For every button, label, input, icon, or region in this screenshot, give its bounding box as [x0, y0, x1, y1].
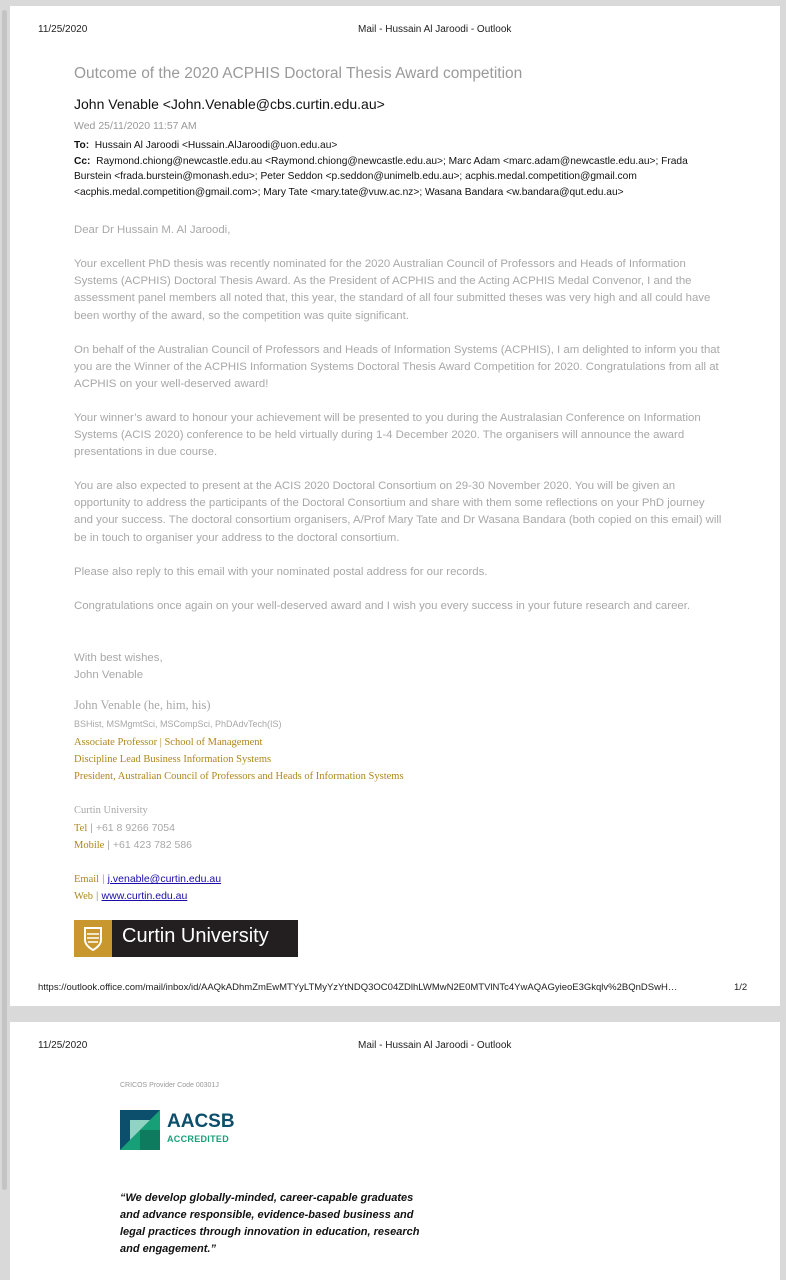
separator: |: [157, 737, 165, 748]
print-date: 11/25/2020: [38, 1040, 88, 1051]
tel-label: Tel: [74, 823, 88, 834]
role-school: School of Management: [164, 737, 263, 748]
logo-text: Curtin University: [122, 925, 269, 947]
email-label: Email: [74, 874, 100, 885]
signature-email: [74, 873, 221, 885]
email-subject: Outcome of the 2020 ACPHIS Doctoral Thesis Award competition: [74, 65, 523, 82]
aacsb-logo: [120, 1110, 240, 1152]
print-footer-url: https://outlook.office.com/mail/inbox/id/AAQkADhmZmEwMTYyLTMyYzYtNDQ3OC04ZDlhLWMwN2E0MTVlNTc4YwAQAGyieoE3Gkqlv%2BQnDSwH…: [38, 982, 678, 993]
web-link[interactable]: www.curtin.edu.au: [101, 890, 188, 902]
signature-mobile: [74, 839, 192, 851]
email-link[interactable]: j.venable@curtin.edu.au: [107, 873, 222, 885]
to-label: To:: [74, 140, 90, 151]
tel-value: +61 8 9266 7054: [95, 822, 175, 834]
separator: |: [99, 873, 108, 885]
signature-name: John Venable (he, him, his): [74, 698, 211, 712]
print-date: 11/25/2020: [38, 24, 88, 35]
cc-recipients[interactable]: Raymond.chiong@newcastle.edu.au <Raymond.chiong@newcastle.edu.au>; Marc Adam <marc.adam@newcastle.edu.au>; Frada Burstein <frada.burstein@monash.edu>; Peter Seddon <p.seddon@unimelb.edu.au>; acphis.medal.competition@gmail.com <acphis.medal.competition@gmail.com>; Mary Tate <mary.tate@vuw.ac.nz>; Wasana Bandara <w.bandara@qut.edu.au>: [74, 155, 688, 198]
role-title: Associate Professor: [74, 737, 158, 748]
signature-role-1: [74, 737, 262, 748]
curtin-logo: [74, 920, 298, 957]
mobile-value: +61 423 782 586: [112, 839, 193, 851]
aacsb-subtitle: ACCREDITED: [167, 1134, 230, 1144]
print-title: Mail - Hussain Al Jaroodi - Outlook: [358, 1040, 512, 1051]
closing-name: John Venable: [74, 669, 144, 681]
closing: With best wishes,: [74, 652, 163, 664]
recipients: [74, 138, 724, 200]
aacsb-title: AACSB: [167, 1111, 235, 1132]
email-sent-date: Wed 25/11/2020 11:57 AM: [74, 120, 197, 132]
separator: |: [87, 822, 96, 834]
crest-icon: [74, 920, 112, 957]
signature-qualifications: BSHist, MSMgmtSci, MSCompSci, PhDAdvTech(IS): [74, 719, 282, 729]
scrollbar[interactable]: [2, 10, 7, 1190]
to-line: [74, 138, 724, 154]
signature-tel: [74, 822, 175, 834]
print-title: Mail - Hussain Al Jaroodi - Outlook: [358, 24, 512, 35]
mission-quote: “We develop globally-minded, career-capable graduates and advance responsible, evidence-based business and legal practices through innovation in education, research and engagement.”: [120, 1192, 420, 1255]
cricos-code: CRICOS Provider Code 00301J: [120, 1082, 219, 1089]
greeting: Dear Dr Hussain M. Al Jaroodi,: [74, 224, 231, 236]
body-paragraph-5: Please also reply to this email with your nominated postal address for our records.: [74, 566, 488, 578]
signature-org: Curtin University: [74, 805, 148, 816]
signature-role-3: President, Australian Council of Professors and Heads of Information Systems: [74, 771, 404, 782]
mobile-label: Mobile: [74, 840, 105, 851]
body-paragraph-1: Your excellent PhD thesis was recently nominated for the 2020 Australian Council of Professors and Heads of Information Systems (ACPHIS) Doctoral Thesis Award. As the President of ACPHIS and the Acting ACPHIS Medal Convenor, I and the assessment panel members all noted that, this year, the standard of all four submitted theses was very high and all could have been worthy of the award, so the competition was quite significant.: [74, 258, 711, 322]
signature-role-2: Discipline Lead Business Information Systems: [74, 754, 272, 765]
body-paragraph-2: On behalf of the Australian Council of Professors and Heads of Information Systems (ACPHIS), I am delighted to inform you that you are the Winner of the ACPHIS Information Systems Doctoral Thesis Award Competition for 2020. Congratulations from all at ACPHIS on your well-deserved award!: [74, 344, 720, 391]
page-two: [10, 1022, 780, 1280]
cc-label: Cc:: [74, 155, 91, 167]
body-paragraph-4: You are also expected to present at the ACIS 2020 Doctoral Consortium on 29-30 November 2020. You will be given an opportunity to address the participants of the Doctoral Consortium and share with them some reflections on your PhD journey and your success. The doctoral consortium organisers, A/Prof Mary Tate and Dr Wasana Bandara (both copied on this email) will be in touch to organiser your address to the doctoral consortium.: [74, 480, 722, 544]
page-one: [10, 6, 780, 1006]
cc-line: [74, 154, 724, 201]
web-label: Web: [74, 891, 93, 902]
body-paragraph-3: Your winner’s award to honour your achievement will be presented to you during the Australasian Conference on Information Systems (ACIS 2020) conference to be held virtually during 1-4 December 2020. The organisers will announce the award presentations in due course.: [74, 412, 701, 459]
to-recipients[interactable]: Hussain Al Jaroodi <Hussain.AlJaroodi@uon.edu.au>: [94, 140, 338, 151]
separator: |: [104, 839, 113, 851]
email-sender[interactable]: John Venable <John.Venable@cbs.curtin.edu.au>: [74, 96, 385, 112]
signature-web: [74, 890, 187, 902]
body-paragraph-6: Congratulations once again on your well-deserved award and I wish you every success in your future research and career.: [74, 600, 691, 612]
print-page-number: 1/2: [734, 982, 748, 993]
separator: |: [92, 890, 102, 902]
